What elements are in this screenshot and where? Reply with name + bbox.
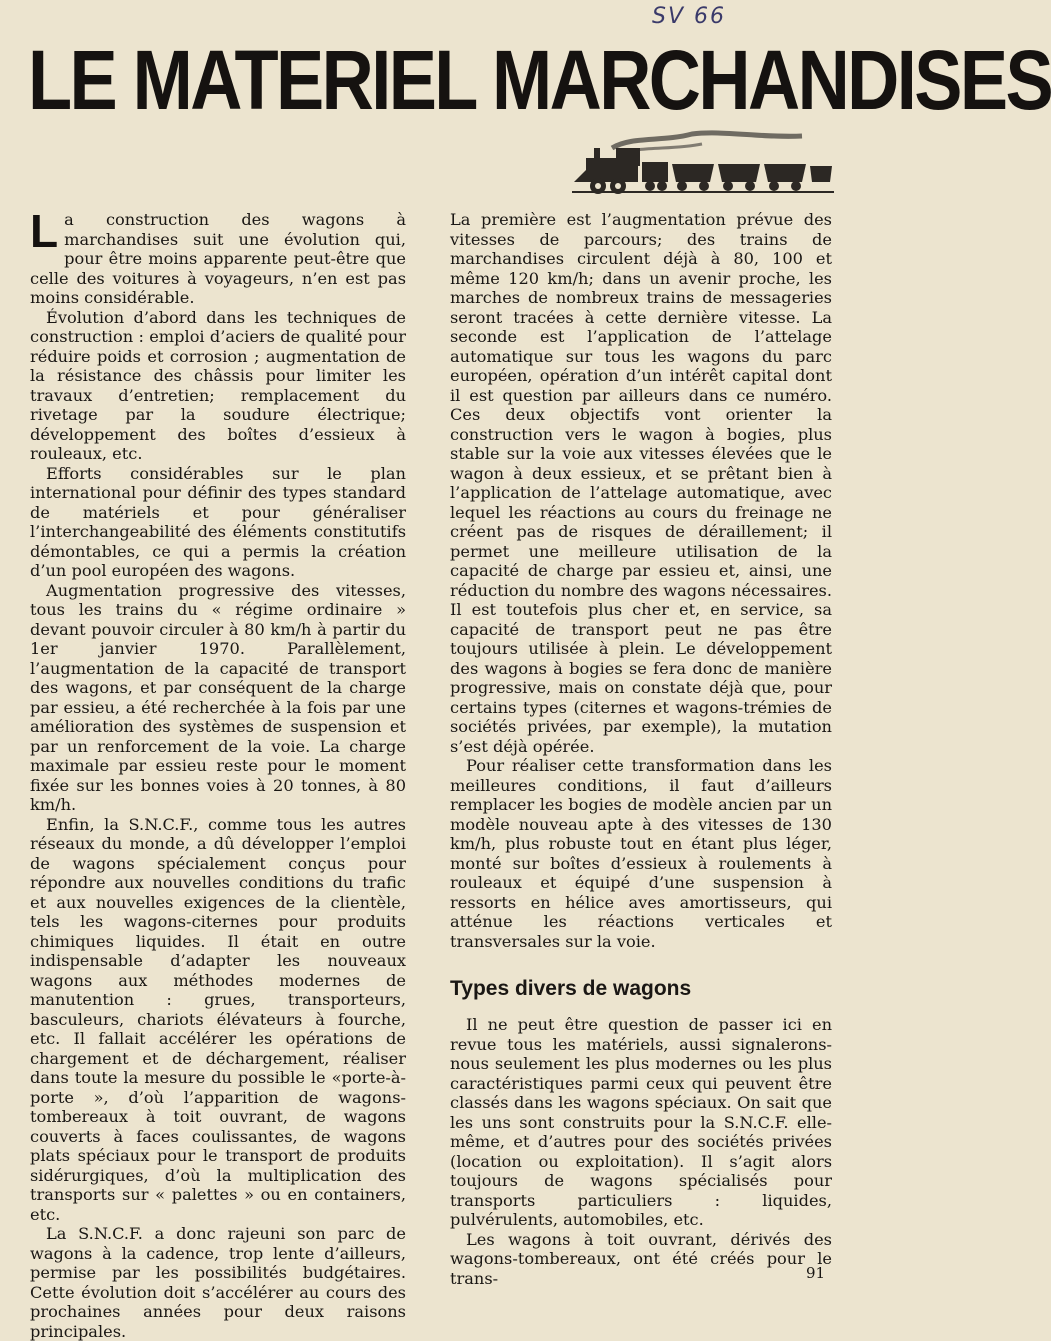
handwritten-annotation: SV 66 bbox=[652, 4, 727, 29]
paragraph: La S.N.C.F. a donc rajeuni son parc de wagons à la cadence, trop lente d’ailleurs, permise par les possibilités budgétaires. Cette évolution doit s’accélérer au cours des prochaines années pour deux raisons principales. bbox=[30, 1224, 406, 1341]
paragraph: Il ne peut être question de passer ici en revue tous les matériels, aussi signalerons-nous seulement les plus modernes ou les plus caractéristiques parmi ceux qui peuvent être classés dans les wagons spéciaux. On sait que les uns sont construits pour la S.N.C.F. elle-même, et d’autres pour des sociétés privées (location ou exploitation). Il s’agit alors toujours de wagons spécialisés pour transports particuliers : liquides, pulvérulents, automobiles, etc. bbox=[450, 1015, 832, 1229]
steam-train-icon bbox=[572, 128, 834, 198]
paragraph: Évolution d’abord dans les techniques de construction : emploi d’aciers de qualité pour réduire poids et corrosion ; augmentation de la résistance des châssis pour limiter les travaux d’entretien; remplacement du rivetage par la soudure électrique; développement des boîtes d’essieux à rouleaux, etc. bbox=[30, 307, 406, 463]
section-heading: Types divers de wagons bbox=[450, 977, 692, 1000]
paragraph: Augmentation progressive des vitesses, tous les trains du « régime ordinaire » devant pouvoir circuler à 80 km/h à partir du 1er janvier 1970. Parallèlement, l’augmentation de la capacité de transport des wagons, et par conséquent de la charge par essieu, a été recherchée à la fois par une amélioration des systèmes de suspension et par un renforcement de la voie. La charge maximale par essieu reste pour le moment fixée sur les bonnes voies à 20 tonnes, à 80 km/h. bbox=[30, 580, 406, 814]
paragraph: Pour réaliser cette transformation dans les meilleures conditions, il faut d’ailleurs remplacer les bogies de modèle ancien par un modèle nouveau apte à des vitesses de 130 km/h, plus robuste tout en étant plus léger, monté sur boîtes d’essieux à roulements à rouleaux et équipé d’une suspension à ressorts en hélice aves amortisseurs, qui atténue les réactions verticales et transversales sur la voie. bbox=[450, 756, 832, 951]
paragraph: Efforts considérables sur le plan international pour définir des types standard de matériels et pour généraliser l’interchangeabilité des éléments constitutifs démontables, ce qui a permis la création d’un pool européen des wagons. bbox=[30, 463, 406, 580]
left-column bbox=[30, 205, 406, 1341]
page-title: LE MATERIEL MARCHANDISES bbox=[28, 33, 1051, 127]
paragraph: Les wagons à toit ouvrant, dérivés des wagons-tombereaux, ont été créés pour le trans- bbox=[450, 1229, 832, 1288]
page-number: 91 bbox=[806, 1264, 826, 1282]
right-column bbox=[450, 210, 832, 1288]
paragraph: La construction des wagons à marchandises suit une évolution qui, pour être moins apparente peut-être que celle des voitures à voyageurs, n’en est pas moins considérable. bbox=[30, 205, 406, 307]
paragraph: Enfin, la S.N.C.F., comme tous les autres réseaux du monde, a dû développer l’emploi de wagons spécialement conçus pour répondre aux nouvelles conditions du trafic et aux nouvelles exigences de la clientèle, tels les wagons-citernes pour produits chimiques liquides. Il était en outre indispensable d’adapter les nouveaux wagons aux méthodes modernes de manutention : grues, transporteurs, basculeurs, chariots élévateurs à fourche, etc. Il fallait accélérer les opérations de chargement et de déchargement, réaliser dans toute la mesure du possible le «porte-à-porte », d’où l’apparition de wagons-tombereaux à toit ouvrant, de wagons couverts à faces coulissantes, de wagons plats spéciaux pour le transport de produits sidérurgiques, d’où la multiplication des transports sur « palettes » ou en containers, etc. bbox=[30, 814, 406, 1224]
paragraph: La première est l’augmentation prévue des vitesses de parcours; des trains de marchandises circulent déjà à 80, 100 et même 120 km/h; dans un avenir proche, les marches de nombreux trains de messageries seront tracées à cette dernière vitesse. La seconde est l’application de l’attelage automatique sur tous les wagons du parc européen, opération d’un intérêt capital dont il est question par ailleurs dans ce numéro. Ces deux objectifs vont orienter la construction vers le wagon à bogies, plus stable sur la voie aux vitesses élevées que le wagon à deux essieux, et se prêtant bien à l’application de l’attelage automatique, avec lequel les réactions au cours du freinage ne créent pas de risques de déraillement; il permet une meilleure utilisation de la capacité de charge par essieu et, ainsi, une réduction du nombre des wagons nécessaires. Il est toutefois plus cher et, en service, sa capacité de transport peut ne pas être toujours utilisée à plein. Le développement des wagons à bogies se fera donc de manière progressive, mais on constate déjà que, pour certains types (citernes et wagons-trémies de sociétés privées, par exemple), la mutation s’est déjà opérée. bbox=[450, 210, 832, 756]
drop-cap: L bbox=[30, 205, 59, 257]
